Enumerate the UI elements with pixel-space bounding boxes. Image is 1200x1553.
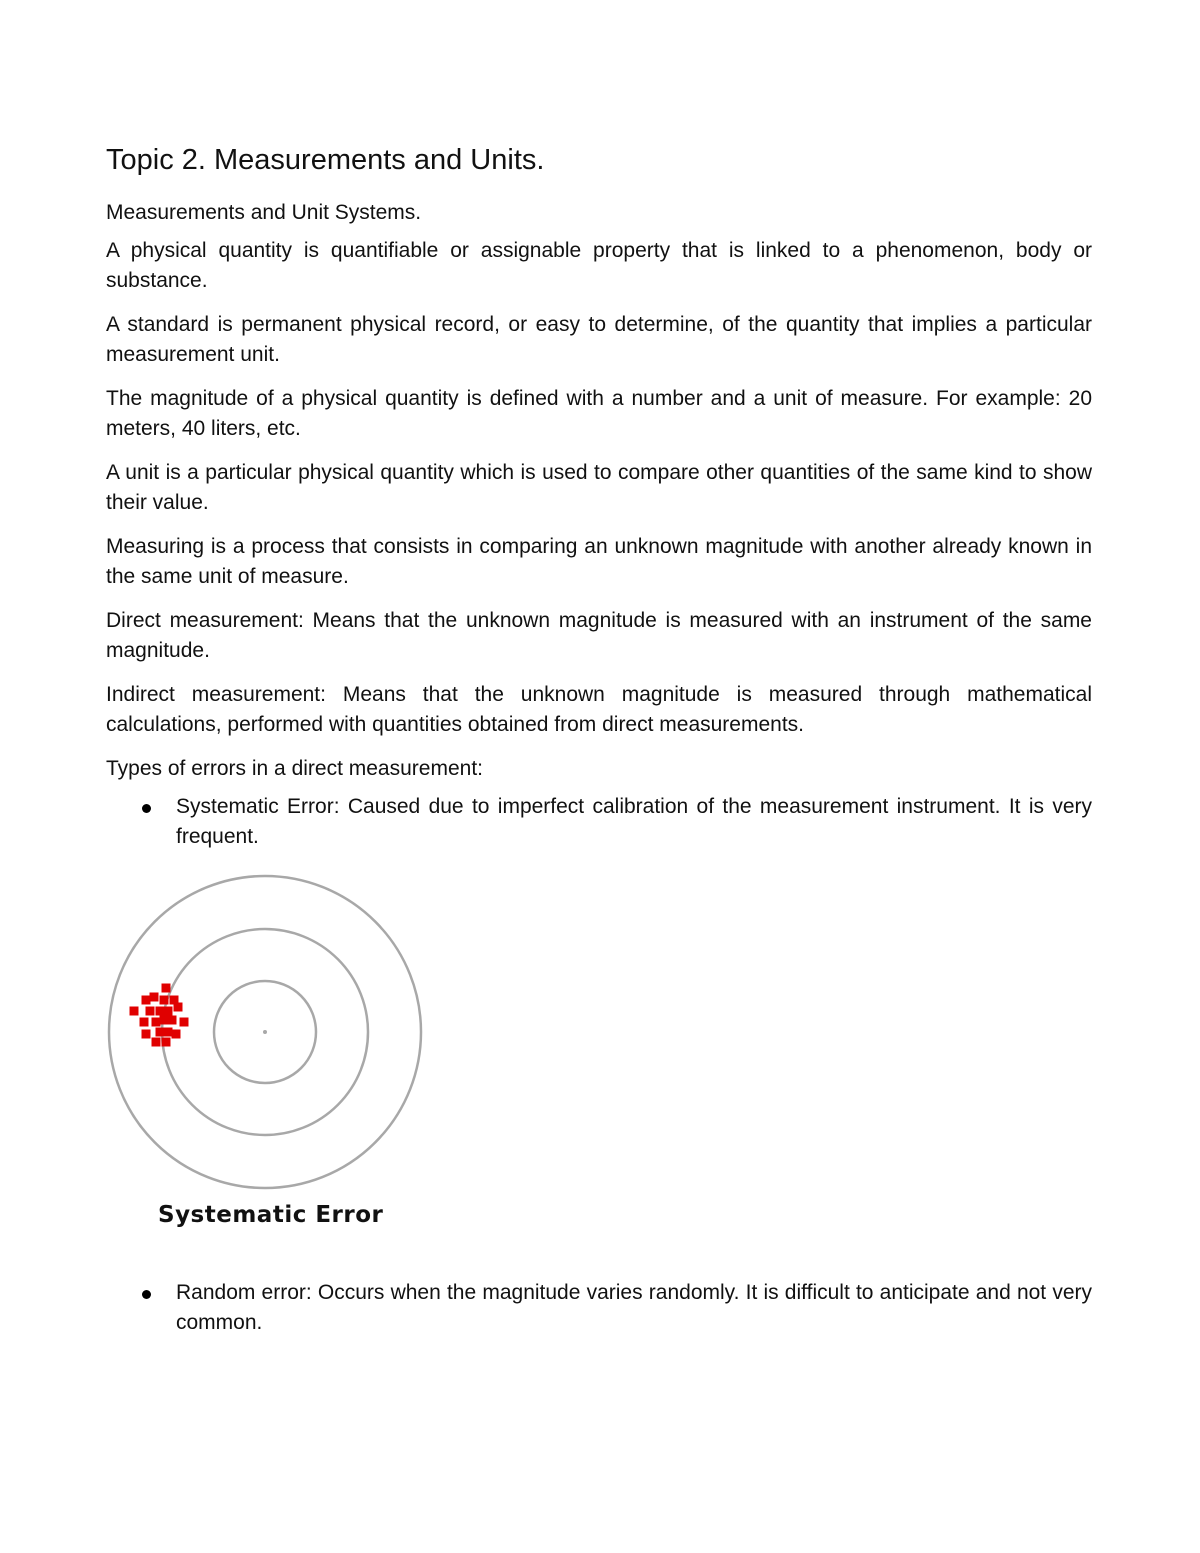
bullet-icon bbox=[142, 1290, 151, 1299]
document-title: Topic 2. Measurements and Units. bbox=[106, 144, 545, 176]
hit-mark bbox=[142, 1030, 151, 1039]
hit-mark bbox=[150, 993, 159, 1002]
bullet-icon bbox=[142, 804, 151, 813]
systematic-error-figure bbox=[106, 866, 426, 1236]
hit-mark bbox=[140, 1018, 149, 1027]
figure-caption: Systematic Error bbox=[158, 1202, 384, 1228]
paragraph-unit: A unit is a particular physical quantity which is used to compare other quantities of the same kind to show their value. bbox=[106, 461, 1092, 514]
hit-mark bbox=[162, 984, 171, 993]
hit-mark bbox=[164, 1007, 173, 1016]
bullet-random-error bbox=[106, 1278, 1092, 1338]
hit-mark bbox=[174, 1003, 183, 1012]
hit-cluster bbox=[130, 984, 189, 1047]
hit-mark bbox=[156, 1028, 165, 1037]
hit-mark bbox=[164, 1028, 173, 1037]
bullet-text: Random error: Occurs when the magnitude varies randomly. It is difficult to anticipate and not very common. bbox=[176, 1281, 1092, 1334]
hit-mark bbox=[180, 1018, 189, 1027]
paragraph-direct-measurement: Direct measurement: Means that the unknown magnitude is measured with an instrument of the same magnitude. bbox=[106, 609, 1092, 662]
paragraph-magnitude: The magnitude of a physical quantity is defined with a number and a unit of measure. For example: 20 meters, 40 liters, etc. bbox=[106, 387, 1092, 440]
bullseye-dot bbox=[263, 1030, 267, 1034]
hit-mark bbox=[160, 1016, 169, 1025]
hit-mark bbox=[142, 996, 151, 1005]
paragraph-physical-quantity: A physical quantity is quantifiable or assignable property that is linked to a phenomenon, body or substance. bbox=[106, 239, 1092, 292]
document-page bbox=[106, 138, 1092, 1338]
hit-mark bbox=[146, 1007, 155, 1016]
hit-mark bbox=[152, 1018, 161, 1027]
section-subtitle: Measurements and Unit Systems. bbox=[106, 201, 422, 224]
paragraph-error-types: Types of errors in a direct measurement: bbox=[106, 757, 483, 780]
target-diagram bbox=[106, 866, 426, 1196]
paragraph-indirect-measurement: Indirect measurement: Means that the unknown magnitude is measured through mathematical calculations, performed with quantities obtained from direct measurements. bbox=[106, 683, 1092, 736]
hit-mark bbox=[156, 1007, 165, 1016]
hit-mark bbox=[130, 1007, 139, 1016]
bullet-systematic-error bbox=[106, 792, 1092, 852]
hit-mark bbox=[168, 1016, 177, 1025]
bullet-text: Systematic Error: Caused due to imperfect calibration of the measurement instrument. It is very frequent. bbox=[176, 795, 1092, 848]
hit-mark bbox=[172, 1030, 181, 1039]
hit-mark bbox=[160, 996, 169, 1005]
paragraph-standard: A standard is permanent physical record, or easy to determine, of the quantity that implies a particular measurement unit. bbox=[106, 313, 1092, 366]
hit-mark bbox=[162, 1038, 171, 1047]
hit-mark bbox=[152, 1038, 161, 1047]
paragraph-measuring: Measuring is a process that consists in comparing an unknown magnitude with another already known in the same unit of measure. bbox=[106, 535, 1092, 588]
